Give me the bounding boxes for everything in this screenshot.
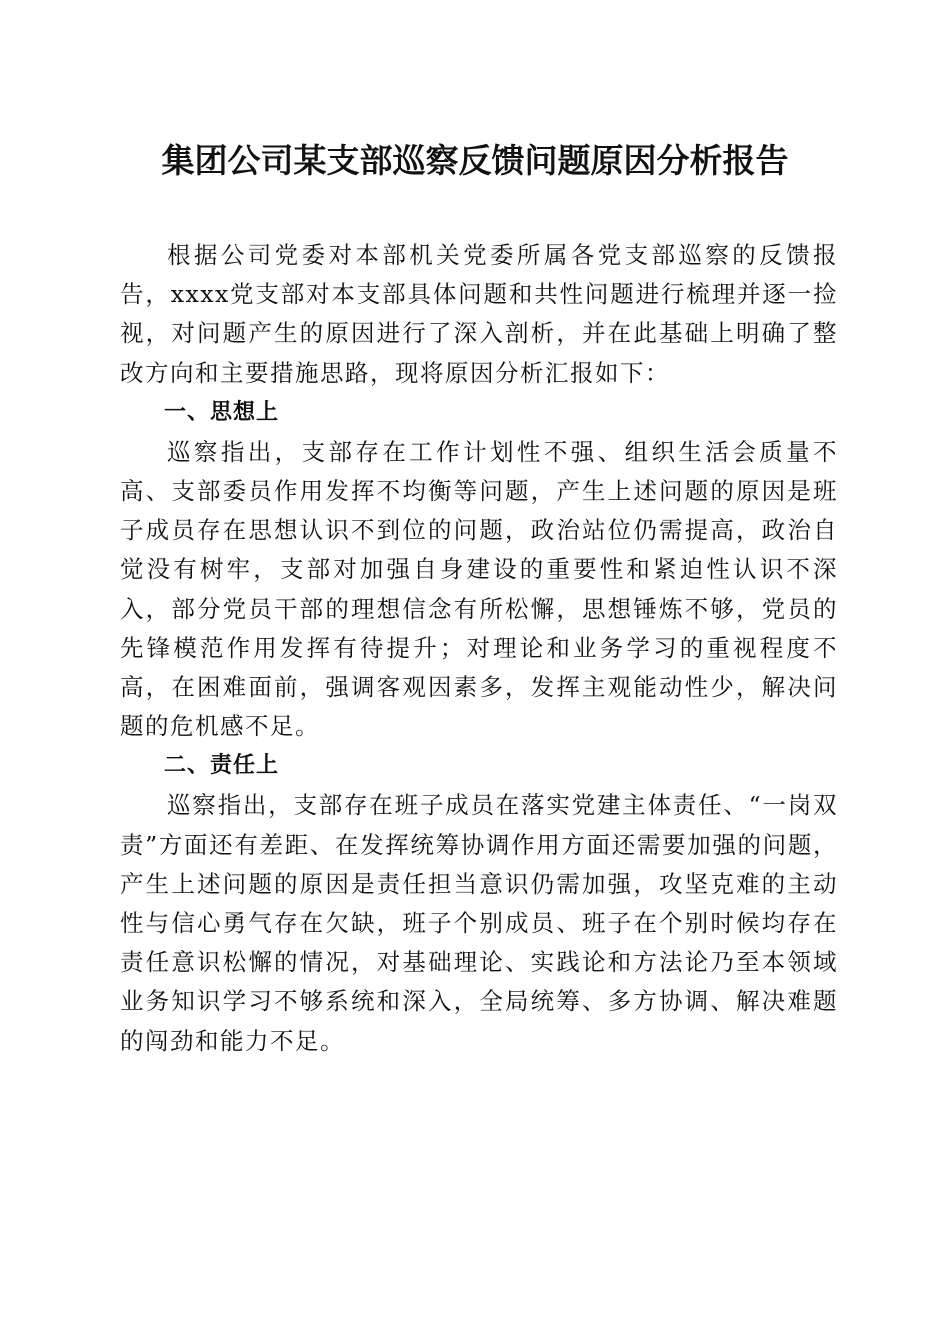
section-paragraph-responsibility: 巡察指出，支部存在班子成员在落实党建主体责任、“一岗双责”方面还有差距、在发挥统筹协调作用方面还需要加强的问题，产生上述问题的原因是责任担当意识仍需加强，攻坚克难的主动性与信心勇气存在欠缺，班子个别成员、班子在个别时候均存在责任意识松懈的情况，对基础理论、实践论和方法论乃至本领域业务知识学习不够系统和深入，全局统筹、多方协调、解决难题的闯劲和能力不足。 (120, 791, 838, 1055)
section-heading-thought: 一、思想上 (164, 399, 280, 425)
section-paragraph-thought: 巡察指出，支部存在工作计划性不强、组织生活会质量不高、支部委员作用发挥不均衡等问题，产生上述问题的原因是班子成员存在思想认识不到位的问题，政治站位仍需提高，政治自觉没有树牢，支部对加强自身建设的重要性和紧迫性认识不深入，部分党员干部的理想信念有所松懈，思想锤炼不够，党员的先锋模范作用发挥有待提升；对理论和业务学习的重视程度不高，在困难面前，强调客观因素多，发挥主观能动性少，解决问题的危机感不足。 (120, 437, 838, 741)
intro-paragraph: 根据公司党委对本部机关党委所属各党支部巡察的反馈报告，xxxx党支部对本支部具体问题和共性问题进行梳理并逐一捡视，对问题产生的原因进行了深入剖析，并在此基础上明确了整改方向和主要措施思路，现将原因分析汇报如下： (120, 241, 838, 387)
section-heading-responsibility: 二、责任上 (164, 753, 280, 779)
document-body (120, 236, 838, 1061)
document-title: 集团公司某支部巡察反馈问题原因分析报告 (161, 141, 789, 180)
